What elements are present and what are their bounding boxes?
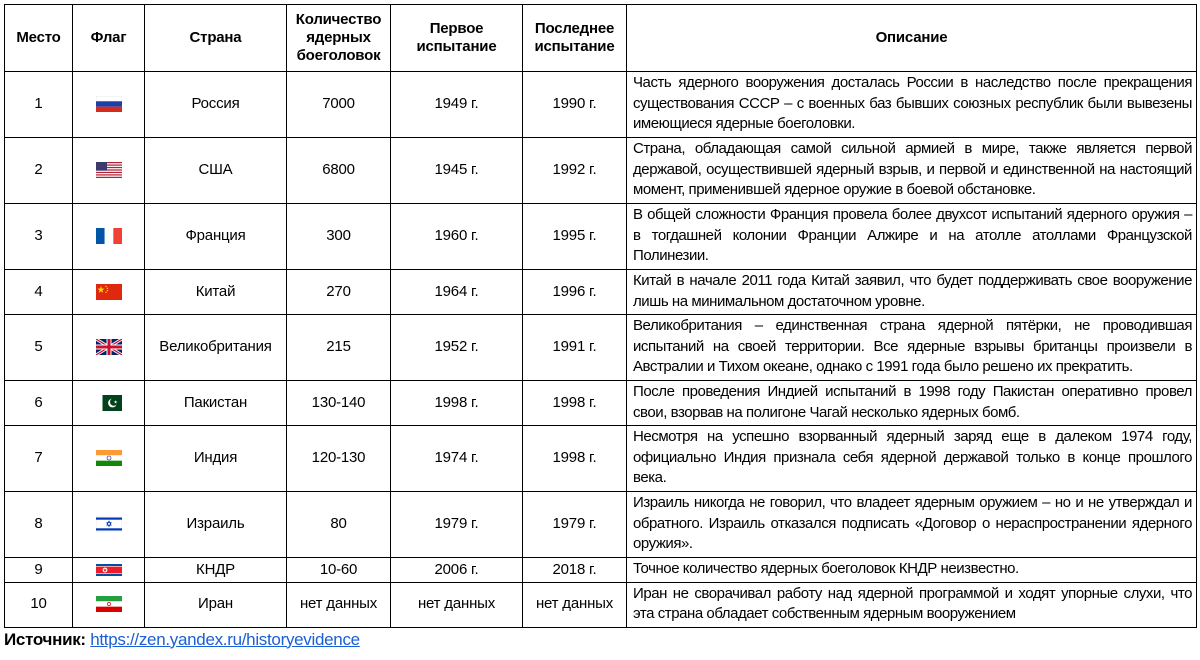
last-test-cell: 1998 г. (523, 381, 627, 426)
first-test-cell: нет данных (391, 582, 523, 627)
last-test-cell: 1990 г. (523, 72, 627, 138)
country-cell: Россия (145, 72, 287, 138)
table-row (5, 138, 1197, 204)
uk-flag-icon (96, 339, 122, 355)
last-test-cell: 1998 г. (523, 426, 627, 492)
warheads-cell: 130-140 (287, 381, 391, 426)
flag-cell (73, 138, 145, 204)
table-row (5, 381, 1197, 426)
last-test-cell: 1991 г. (523, 315, 627, 381)
country-cell: Китай (145, 270, 287, 315)
nuclear-states-table (4, 4, 1197, 628)
place-cell: 10 (5, 582, 73, 627)
france-flag-icon (96, 228, 122, 244)
header-first-test: Первое испытание (391, 5, 523, 72)
description-cell: В общей сложности Франция провела более двухсот испытаний ядерного оружия – в тогдашней колонии Франции Алжире и на атолле атоллами Французской Полинезии. (627, 204, 1197, 270)
description-cell: Израиль никогда не говорил, что владеет ядерным оружием – но и не утверждал и обратного. Израиль отказался подписать «Договор о нераспространении ядерного оружия». (627, 492, 1197, 558)
warheads-cell: 215 (287, 315, 391, 381)
country-cell: Пакистан (145, 381, 287, 426)
description-cell: Точное количество ядерных боеголовок КНДР неизвестно. (627, 558, 1197, 583)
table-row (5, 204, 1197, 270)
warheads-cell: 6800 (287, 138, 391, 204)
flag-cell (73, 204, 145, 270)
warheads-cell: 7000 (287, 72, 391, 138)
last-test-cell: 1979 г. (523, 492, 627, 558)
first-test-cell: 1974 г. (391, 426, 523, 492)
flag-cell (73, 381, 145, 426)
description-cell: Китай в начале 2011 года Китай заявил, что будет поддерживать свое вооружение лишь на минимальном достаточном уровне. (627, 270, 1197, 315)
last-test-cell: 1995 г. (523, 204, 627, 270)
table-row (5, 582, 1197, 627)
last-test-cell: 1992 г. (523, 138, 627, 204)
country-cell: Израиль (145, 492, 287, 558)
source-label: Источник: (4, 629, 86, 649)
last-test-cell: 2018 г. (523, 558, 627, 583)
place-cell: 1 (5, 72, 73, 138)
north-korea-flag-icon (96, 564, 122, 576)
flag-cell (73, 315, 145, 381)
india-flag-icon (96, 450, 122, 466)
page (4, 4, 1196, 650)
place-cell: 2 (5, 138, 73, 204)
first-test-cell: 1949 г. (391, 72, 523, 138)
china-flag-icon (96, 284, 122, 300)
table-row (5, 558, 1197, 583)
usa-flag-icon (96, 162, 122, 178)
source-link[interactable]: https://zen.yandex.ru/historyevidence (90, 629, 360, 649)
description-cell: Несмотря на успешно взорванный ядерный заряд еще в далеком 1974 году, официально Индия признала себя ядерной державой только в конце прошлого века. (627, 426, 1197, 492)
flag-cell (73, 582, 145, 627)
first-test-cell: 1960 г. (391, 204, 523, 270)
header-row (5, 5, 1197, 72)
description-cell: Страна, обладающая самой сильной армией в мире, также является первой державой, осуществившей ядерный взрыв, и первой и единственной на настоящий момент, применившей ядерное оружие в боевой обстановке. (627, 138, 1197, 204)
header-description: Описание (627, 5, 1197, 72)
place-cell: 3 (5, 204, 73, 270)
country-cell: Великобритания (145, 315, 287, 381)
flag-cell (73, 558, 145, 583)
place-cell: 6 (5, 381, 73, 426)
place-cell: 5 (5, 315, 73, 381)
table-row (5, 315, 1197, 381)
place-cell: 4 (5, 270, 73, 315)
last-test-cell: 1996 г. (523, 270, 627, 315)
description-cell: Иран не сворачивал работу над ядерной программой и ходят упорные слухи, что эта страна обладает собственным ядерным вооружением (627, 582, 1197, 627)
iran-flag-icon (96, 596, 122, 612)
first-test-cell: 1979 г. (391, 492, 523, 558)
first-test-cell: 1945 г. (391, 138, 523, 204)
warheads-cell: 300 (287, 204, 391, 270)
warheads-cell: 10-60 (287, 558, 391, 583)
warheads-cell: 120-130 (287, 426, 391, 492)
header-country: Страна (145, 5, 287, 72)
header-flag: Флаг (73, 5, 145, 72)
first-test-cell: 1964 г. (391, 270, 523, 315)
country-cell: Индия (145, 426, 287, 492)
header-warheads: Количество ядерных боеголовок (287, 5, 391, 72)
source-line (4, 630, 1196, 650)
table-row (5, 72, 1197, 138)
place-cell: 8 (5, 492, 73, 558)
place-cell: 9 (5, 558, 73, 583)
warheads-cell: нет данных (287, 582, 391, 627)
country-cell: КНДР (145, 558, 287, 583)
description-cell: Часть ядерного вооружения досталась России в наследство после прекращения существования СССР – с военных баз бывших союзных республик были вывезены имеющиеся ядерные боеголовки. (627, 72, 1197, 138)
country-cell: США (145, 138, 287, 204)
russia-flag-icon (96, 96, 122, 112)
warheads-cell: 270 (287, 270, 391, 315)
israel-flag-icon (96, 516, 122, 532)
last-test-cell: нет данных (523, 582, 627, 627)
flag-cell (73, 426, 145, 492)
flag-cell (73, 492, 145, 558)
pakistan-flag-icon (96, 395, 122, 411)
flag-cell (73, 270, 145, 315)
table-row (5, 270, 1197, 315)
table-row (5, 492, 1197, 558)
description-cell: Великобритания – единственная страна ядерной пятёрки, не проводившая испытаний на своей территории. Все ядерные взрывы британцы произвели в Австралии и Тихом океане, однако с 1991 года было решено их прекратить. (627, 315, 1197, 381)
flag-cell (73, 72, 145, 138)
place-cell: 7 (5, 426, 73, 492)
country-cell: Иран (145, 582, 287, 627)
warheads-cell: 80 (287, 492, 391, 558)
table-row (5, 426, 1197, 492)
first-test-cell: 1998 г. (391, 381, 523, 426)
header-place: Место (5, 5, 73, 72)
description-cell: После проведения Индией испытаний в 1998 году Пакистан оперативно провел свои, взорвав на полигоне Чагай несколько ядерных бомб. (627, 381, 1197, 426)
header-last-test: Последнее испытание (523, 5, 627, 72)
country-cell: Франция (145, 204, 287, 270)
first-test-cell: 2006 г. (391, 558, 523, 583)
first-test-cell: 1952 г. (391, 315, 523, 381)
